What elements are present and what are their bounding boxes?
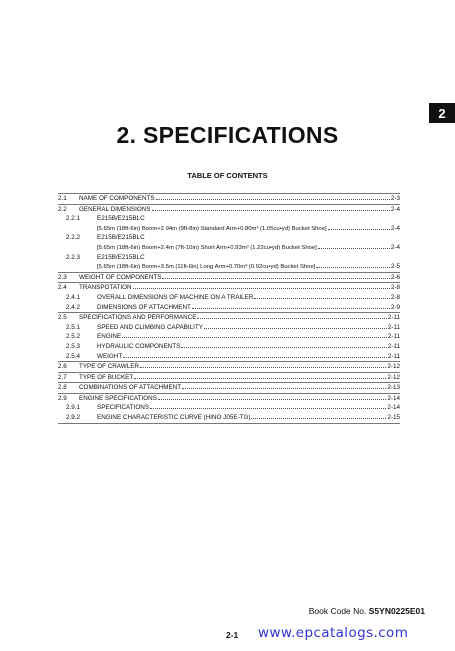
toc-entry-number: 2.5.2 xyxy=(66,333,81,341)
toc-leader-dots xyxy=(152,210,390,211)
toc-entry-page: 2-12 xyxy=(387,373,400,381)
toc-entry[interactable] xyxy=(58,193,400,204)
toc-entry-number: 2.4.2 xyxy=(66,303,81,311)
toc-entry-page: 2-13 xyxy=(387,384,400,392)
toc-entry-title: TYPE OF CRAWLER xyxy=(79,363,139,371)
toc-entry[interactable] xyxy=(58,323,400,333)
toc-leader-dots xyxy=(316,267,390,268)
toc-leader-dots xyxy=(133,288,390,289)
toc-entry[interactable] xyxy=(58,282,400,293)
toc-leader-dots xyxy=(328,229,390,230)
toc-entry-title: E215B/E215BLC xyxy=(97,253,145,261)
toc-entry-page: 2-8 xyxy=(390,293,400,301)
toc-entry[interactable] xyxy=(58,303,400,313)
toc-entry-number: 2.8 xyxy=(58,384,67,392)
toc-entry-page: 2-14 xyxy=(387,394,400,402)
toc-entry-title: ENGINE CHARACTERISTIC CURVE (HINO J05E-TG) xyxy=(97,414,251,422)
toc-entry-number: 2.2.2 xyxy=(66,234,81,242)
toc-entry-page: 2-11 xyxy=(387,323,400,331)
toc-leader-dots xyxy=(197,318,386,319)
toc-entry-title: [5.65m (18ft-6in) Boom+2.4m (7ft-10in) Short Arm+0.93m³ (1.22cu•yd) Bucket Shoe] xyxy=(97,244,317,251)
toc-entry-page: 2-4 xyxy=(390,205,400,213)
toc-leader-dots xyxy=(162,278,389,279)
toc-entry-title: ENGINE xyxy=(97,333,122,341)
toc-entry[interactable] xyxy=(58,403,400,413)
toc-entry-number: 2.5 xyxy=(58,314,67,322)
toc-entry-title: ENGINE SPECIFICATIONS xyxy=(79,394,157,402)
toc-entry-title: OVERALL DIMENSIONS OF MACHINE ON A TRAILER xyxy=(97,293,254,301)
toc-entry-title: SPECIFICATIONS AND PERFORMANCE xyxy=(79,314,197,322)
table-of-contents xyxy=(58,193,400,424)
toc-entry-page: 2-8 xyxy=(390,284,400,292)
toc-entry-page: 2-3 xyxy=(390,195,400,202)
toc-leader-dots xyxy=(122,337,387,338)
toc-entry-page: 2-11 xyxy=(387,314,400,322)
toc-entry-number: 2.5.3 xyxy=(66,342,81,350)
toc-entry-page: 2-5 xyxy=(390,263,400,271)
toc-entry-title: TRANSPOTATION xyxy=(79,284,132,292)
watermark: www.epcatalogs.com xyxy=(258,625,409,641)
toc-entry-page: 2-15 xyxy=(387,414,400,422)
toc-entry-page: 2-14 xyxy=(387,404,400,412)
book-code xyxy=(309,606,425,616)
toc-entry-page: 2-11 xyxy=(387,342,400,350)
toc-entry-page: 2-11 xyxy=(387,352,400,360)
toc-entry-title: TYPE OF BUCKET xyxy=(79,373,134,381)
toc-leader-dots xyxy=(254,298,389,299)
toc-entry-number: 2.6 xyxy=(58,363,67,371)
toc-entry-number: 2.2.1 xyxy=(66,215,81,223)
toc-entry-number: 2.7 xyxy=(58,373,67,381)
toc-entry-number: 2.9.1 xyxy=(66,404,81,412)
toc-entry[interactable] xyxy=(58,312,400,323)
toc-entry-number: 2.5.1 xyxy=(66,323,81,331)
toc-entry-number: 2.5.4 xyxy=(66,352,81,360)
toc-entry-number: 2.3 xyxy=(58,273,67,281)
toc-entry-number: 2.1 xyxy=(58,195,67,202)
toc-leader-dots xyxy=(181,347,387,348)
toc-entry[interactable] xyxy=(58,332,400,342)
toc-leader-dots xyxy=(134,378,386,379)
toc-entry[interactable] xyxy=(58,293,400,303)
toc-leader-dots xyxy=(192,308,390,309)
toc-entry-page: 2-9 xyxy=(390,303,400,311)
toc-entry[interactable] xyxy=(58,233,400,243)
toc-entry-number: 2.2.3 xyxy=(66,253,81,261)
toc-entry-title: DIMENSIONS OF ATTACHMENT xyxy=(97,303,191,311)
book-code-value: S5YN0225E01 xyxy=(368,606,425,616)
toc-leader-dots xyxy=(318,248,390,249)
toc-entry[interactable] xyxy=(58,243,400,253)
toc-entry-title: NAME OF COMPONENTS xyxy=(79,195,155,202)
toc-entry[interactable] xyxy=(58,204,400,215)
toc-entry-title: WEIGHT OF COMPONENTS xyxy=(79,273,162,281)
toc-entry-title: WEIGHT xyxy=(97,352,123,360)
toc-entry[interactable] xyxy=(58,342,400,352)
toc-entry-title: E215B/E215BLC xyxy=(97,234,145,242)
toc-entry[interactable] xyxy=(58,413,400,424)
toc-leader-dots xyxy=(158,399,386,400)
toc-entry-page: 2-4 xyxy=(390,224,400,232)
toc-entry-number: 2.9 xyxy=(58,394,67,402)
toc-entry-title: [5.65m (18ft-6in) Boom+2.94m (9ft-8in) Standard Arm+0.80m³ (1.05cu•yd) Bucket Shoe] xyxy=(97,225,327,232)
toc-entry-number: 2.4 xyxy=(58,284,67,292)
toc-entry[interactable] xyxy=(58,361,400,372)
toc-entry[interactable] xyxy=(58,224,400,234)
toc-entry[interactable] xyxy=(58,393,400,404)
toc-entry[interactable] xyxy=(58,352,400,362)
toc-entry-page: 2-6 xyxy=(390,273,400,281)
toc-entry-page: 2-11 xyxy=(387,333,400,341)
toc-entry-page: 2-4 xyxy=(390,243,400,251)
toc-entry-title: [5.65m (18ft-6in) Boom+3.5m (11ft-6in) Long Arm+0.70m³ (0.92cu•yd) Bucket Shoe] xyxy=(97,264,316,271)
toc-entry-number: 2.2 xyxy=(58,205,67,213)
toc-leader-dots xyxy=(123,357,387,358)
toc-entry-title: SPEED AND CLIMBING CAPABILITY xyxy=(97,323,203,331)
toc-entry[interactable] xyxy=(58,214,400,224)
toc-entry[interactable] xyxy=(58,262,400,272)
page-number: 2-1 xyxy=(226,630,239,640)
toc-entry[interactable] xyxy=(58,272,400,283)
toc-leader-dots xyxy=(251,418,386,419)
toc-entry[interactable] xyxy=(58,372,400,383)
toc-entry-number: 2.9.2 xyxy=(66,414,81,422)
toc-entry-page: 2-12 xyxy=(387,363,400,371)
toc-leader-dots xyxy=(156,199,390,200)
toc-entry-number: 2.4.1 xyxy=(66,293,81,301)
toc-leader-dots xyxy=(182,388,386,389)
book-code-label: Book Code No. xyxy=(308,606,367,616)
toc-leader-dots xyxy=(140,367,386,368)
page-title: 2. SPECIFICATIONS xyxy=(116,122,339,148)
toc-entry[interactable] xyxy=(58,382,400,393)
toc-entry[interactable] xyxy=(58,253,400,263)
toc-entry-title: HYDRAULIC COMPONENTS xyxy=(97,342,181,350)
chapter-tab: 2 xyxy=(429,103,455,123)
toc-leader-dots xyxy=(204,328,387,329)
toc-leader-dots xyxy=(150,408,386,409)
toc-entry-title: COMBINATIONS OF ATTACHMENT xyxy=(79,384,182,392)
toc-entry-title: E215B/E215BLC xyxy=(97,215,145,223)
toc-entry-title: SPECIFICATIONS xyxy=(97,404,150,412)
toc-heading: TABLE OF CONTENTS xyxy=(187,171,268,180)
toc-entry-title: GENERAL DIMENSIONS xyxy=(79,205,151,213)
